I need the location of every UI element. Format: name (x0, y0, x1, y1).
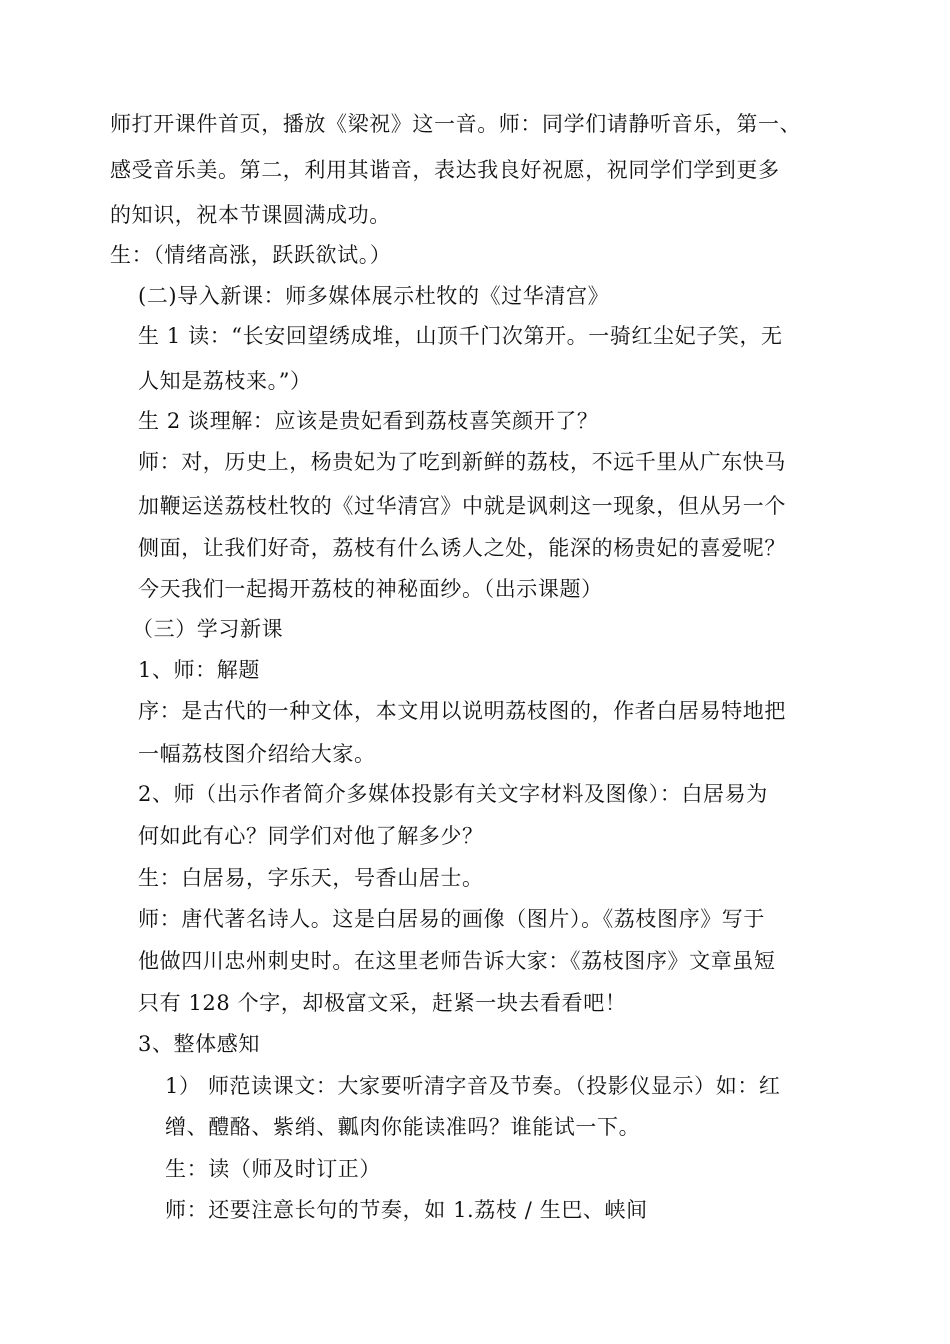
section-heading: (二)导入新课：师多媒体展示杜牧的《过华清宫》 (138, 284, 610, 308)
section-heading: （三）学习新课 (132, 617, 284, 641)
text-line: 生 1 读：“长安回望绣成堆，山顶千门次第开。一骑红尘妃子笑，无 (138, 324, 783, 348)
text-line: 感受音乐美。第二，利用其谐音，表达我良好祝愿，祝同学们学到更多 (110, 158, 780, 182)
text-line: 今天我们一起揭开荔枝的神秘面纱。（出示课题） (138, 577, 603, 601)
text-line: 只有 128 个字，却极富文采，赶紧一块去看看吧！ (138, 991, 627, 1015)
text-line: 生：读（师及时订正） (165, 1157, 381, 1181)
text-line: 加鞭运送荔枝杜牧的《过华清宫》中就是讽刺这一现象，但从另一个 (138, 494, 786, 518)
text-line: 缯、醴酪、紫绡、瓤肉你能读准吗？谁能试一下。 (165, 1115, 641, 1139)
text-line: 生：（情绪高涨，跃跃欲试。） (110, 243, 392, 267)
text-line: 的知识，祝本节课圆满成功。 (110, 203, 391, 227)
text-line: 师：唐代著名诗人。这是白居易的画像（图片）。《荔枝图序》写于 (138, 907, 765, 931)
text-line: 侧面，让我们好奇，荔枝有什么诱人之处，能深的杨贵妃的喜爱呢？ (138, 536, 786, 560)
text-line: 人知是荔枝来。”） (138, 369, 312, 393)
text-line: 序：是古代的一种文体，本文用以说明荔枝图的，作者白居易特地把 (138, 699, 786, 723)
text-line: 生 2 谈理解：应该是贵妃看到荔枝喜笑颜开了？ (138, 409, 599, 433)
text-line: 1、师：解题 (138, 658, 260, 682)
text-line: 1） 师范读课文：大家要听清字音及节奏。（投影仪显示）如：红 (165, 1074, 781, 1098)
text-line: 他做四川忠州刺史时。在这里老师告诉大家：《荔枝图序》文章虽短 (138, 949, 776, 973)
text-line: 何如此有心？同学们对他了解多少？ (138, 824, 484, 848)
text-line: 一幅荔枝图介绍给大家。 (138, 742, 376, 766)
section-heading: 3、整体感知 (138, 1032, 260, 1056)
text-line: 师：还要注意长句的节奏，如 1.荔枝 / 生巴、峡间 (165, 1198, 648, 1222)
text-line: 2、师（出示作者简介多媒体投影有关文字材料及图像）：白居易为 (138, 782, 768, 806)
text-line: 师打开课件首页，播放《梁祝》这一音。师：同学们请静听音乐，第一、 (110, 112, 802, 136)
text-line: 师：对，历史上，杨贵妃为了吃到新鲜的荔枝，不远千里从广东快马 (138, 450, 786, 474)
text-line: 生：白居易，字乐天，号香山居士。 (138, 866, 484, 890)
